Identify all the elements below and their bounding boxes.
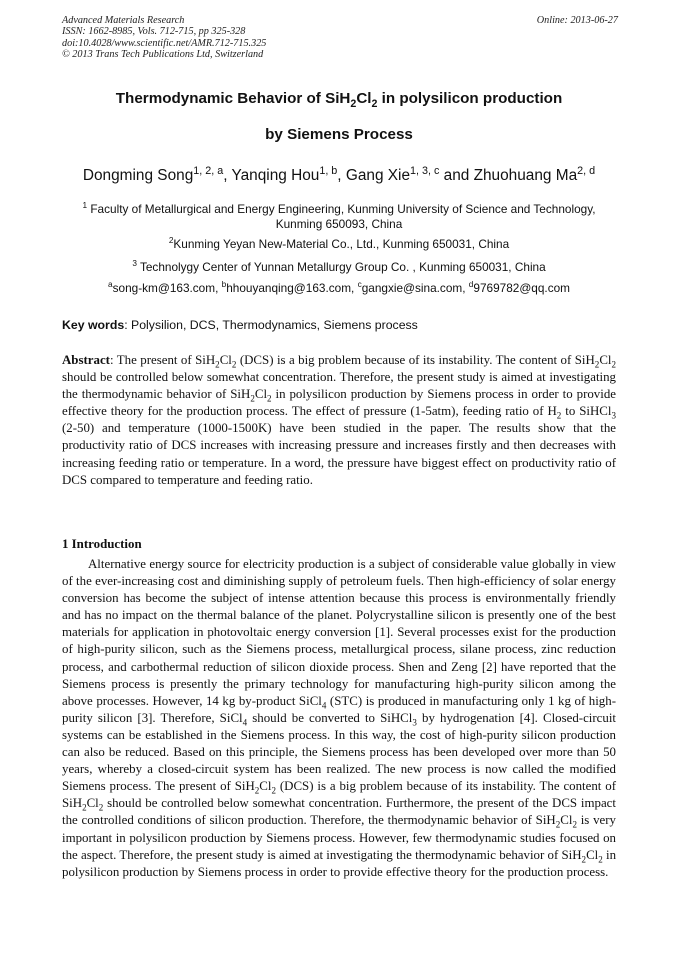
online-date: Online: 2013-06-27 xyxy=(536,15,618,26)
author-emails: $^a$song-km@163.com, $^b$hhouyanqing@163.com, $^c$gangxie@sina.com, $^d$9769782@qq.com xyxy=(108,280,570,295)
abstract-paragraph: Abstract: The present of $SiH_2Cl_2$ (DCS) is a big problem because of its instability. The content of $SiH_2Cl_2$ should be controlled below somewhat concentration. Therefore, the present study is aimed at investigating the thermodynamic behavior of $SiH_2Cl_2$ in polysilicon production by Siemens process in order to provide effective theory for the production process. The effect of pressure (1-5atm), feeding ratio of $H_2$ to SiHCl$_3$ (2-50) and temperature (1000-1500K) have been studied in the paper. The results show that the productivity ratio of DCS increases with increasing pressure and increases firstly and then decreases with increasing feeding ratio or temperature. In a word, the pressure have biggest effect on productivity ratio of DCS compared to temperature and feeding ratio. xyxy=(62,353,617,487)
author: Gang Xie$^{1, 3, c}$ xyxy=(345,164,440,184)
keywords xyxy=(62,318,418,332)
abstract xyxy=(62,352,616,489)
email-link[interactable]: hhouyanqing@163.com xyxy=(226,281,352,295)
copyright-line: © 2013 Trans Tech Publications Ltd, Switzerland xyxy=(62,49,264,61)
doi-line: doi:10.4028/www.scientific.net/AMR.712-715.325 xyxy=(62,37,267,49)
email-link[interactable]: gangxie@sina.com xyxy=(361,281,463,295)
email-link[interactable]: 9769782@qq.com xyxy=(473,281,570,295)
issn-line: ISSN: 1662-8985, Vols. 712-715, pp 325-328 xyxy=(62,26,246,38)
journal-name: Advanced Materials Research xyxy=(62,15,185,26)
keywords-label: Key words xyxy=(62,318,125,332)
email-link[interactable]: song-km@163.com xyxy=(112,281,216,295)
paper-title-line2: by Siemens Process xyxy=(265,126,413,143)
affiliation-1: $^1$ Faculty of Metallurgical and Energy Engineering, Kunming University of Science and Technology, xyxy=(82,201,596,216)
journal-header xyxy=(62,15,266,61)
paper-title: Thermodynamic Behavior of $SiH_2Cl_2$ in polysilicon production xyxy=(115,90,563,111)
keywords-text: : Polysilion, DCS, Thermodynamics, Siemens process xyxy=(124,318,418,332)
author: Dongming Song$^{1, 2, a}$ xyxy=(82,164,224,184)
affiliation-3: $^3$ Technolygy Center of Yunnan Metallurgy Group Co. , Kunming 650031, China xyxy=(132,259,546,274)
affiliation-1-line2: Kunming 650093, China xyxy=(275,217,403,231)
affiliation-2: $^2$Kunming Yeyan New-Material Co., Ltd., Kunming 650031, China xyxy=(168,236,510,251)
introduction-paragraph: Alternative energy source for electricity production is a subject of considerable value globally in view of the ever-increasing cost and diminishing supply of petroleum fuels. Then high-efficiency of solar energy conversion has become the subject of intense attention because this process is environmentally friendly and has no impact on the thermal balance of the planet. Polycrystalline silicon is presently one of the best materials for application in photovoltaic energy conversion [1]. Several processes exist for the production of high-purity silicon, such as the Siemens process, metallurgical process, silane process, zinc reduction process, and carbothermal reduction of silicon dioxide process. Shen and Zeng [2] have reported that the Siemens process is presently the primary technology for manufacturing high-purity silicon among the above processes. However, 14 kg by-product SiCl$_4$ (STC) is produced in manufacturing only 1 kg of high-purity silicon [3]. Therefore, SiCl$_4$ should be converted to SiHCl$_3$ by hydrogenation [4]. Closed-circuit systems can be established in the Siemens process. In this way, the cost of high-purity silicon production can also be reduced. Based on this principle, the Siemens process has been developed over more than 50 years, whereby a closed-circuit system has been realized. The new process is now called the modified Siemens process. The present of $SiH_2Cl_2$ (DCS) is a big problem because of its instability. The content of $SiH_2Cl_2$ should be controlled below somewhat concentration. Furthermore, the present of the DCS impact the controlled conditions of silicon production. Therefore, the thermodynamic behavior of $SiH_2Cl_2$ is very important in polysilicon production by Siemens process. However, few thermodynamic studies focused on the aspect. Therefore, the present study is aimed at investigating the thermodynamic behavior of $SiH_2Cl_2$ in polysilicon production by Siemens process in order to provide effective theory for the production process. xyxy=(62,557,617,879)
author: Yanqing Hou$^{1, b}$ xyxy=(231,164,338,184)
abstract-label: Abstract xyxy=(62,353,110,367)
author: Zhuohuang Ma$^{2, d}$ xyxy=(473,164,596,184)
section-heading-introduction: 1 Introduction xyxy=(62,537,142,551)
introduction-body xyxy=(62,556,616,881)
author-list: Dongming Song$^{1, 2, a}$, Yanqing Hou$^{1, b}$, Gang Xie$^{1, 3, c}$ and Zhuohuang Ma$^{2, d}$ xyxy=(82,164,596,184)
